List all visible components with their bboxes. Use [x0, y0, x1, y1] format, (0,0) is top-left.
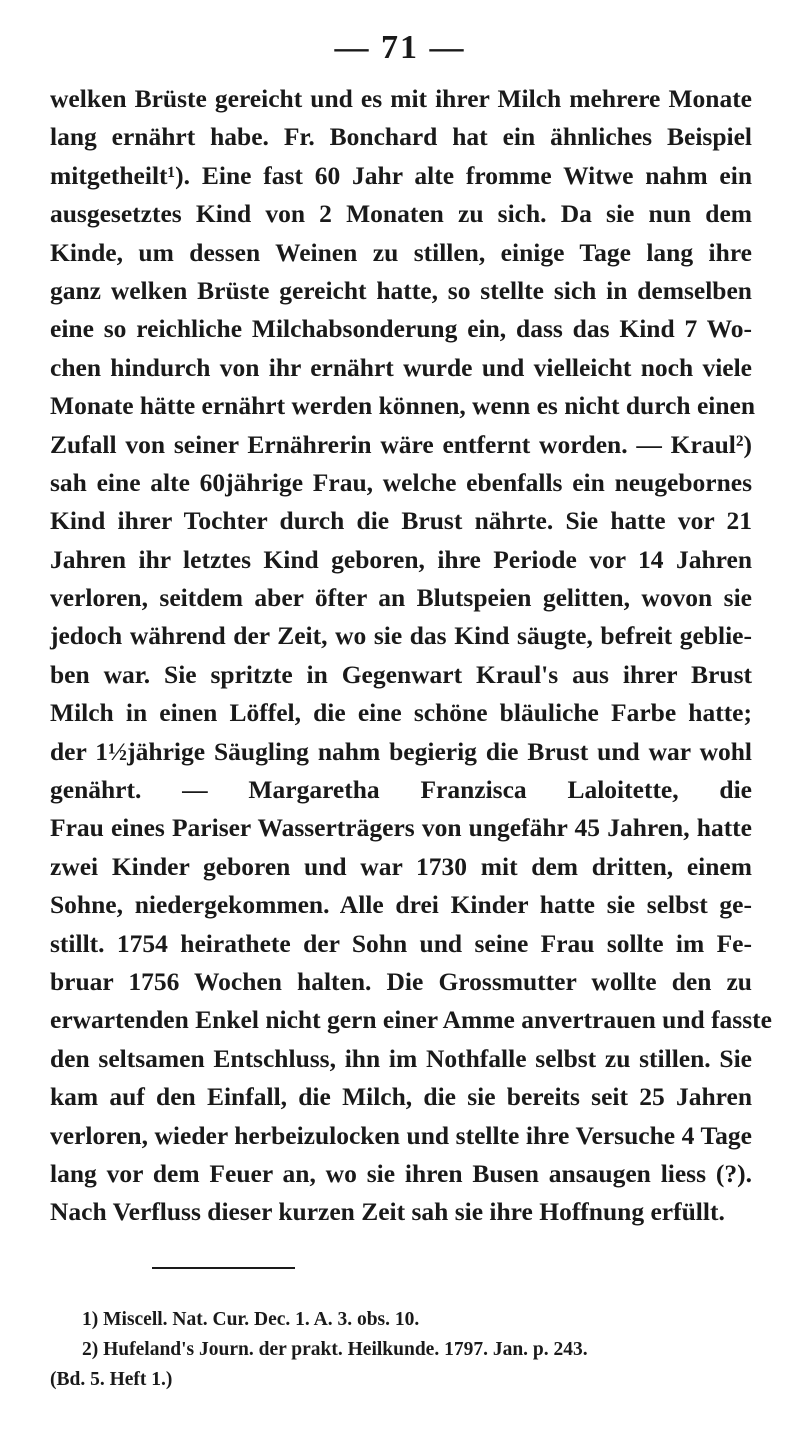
text-line: den seltsamen Entschluss, ihn im Nothfalle selbst zu stillen. Sie	[50, 1043, 752, 1073]
text-line: Sohne, niedergekommen. Alle drei Kinder hatte sie selbst ge-	[50, 890, 752, 920]
text-line: Milch in einen Löffel, die eine schöne bläuliche Farbe hatte;	[50, 698, 752, 728]
text-line: Nach Verfluss dieser kurzen Zeit sah sie ihre Hoffnung erfüllt.	[50, 1197, 725, 1227]
footnote-separator	[152, 1267, 295, 1269]
text-line: Monate hätte ernährt werden können, wenn es nicht durch einen	[50, 391, 756, 421]
text-line: Jahren ihr letztes Kind geboren, ihre Periode vor 14 Jahren	[50, 544, 752, 574]
text-line: zwei Kinder geboren und war 1730 mit dem dritten, einem	[50, 851, 752, 881]
text-line: jedoch während der Zeit, wo sie das Kind säugte, befreit geblie-	[50, 621, 752, 651]
text-line: mitgetheilt¹). Eine fast 60 Jahr alte fromme Witwe nahm ein	[50, 160, 752, 190]
text-line: eine so reichliche Milchabsonderung ein, dass das Kind 7 Wo-	[50, 314, 752, 344]
text-line: ganz welken Brüste gereicht hatte, so stellte sich in demselben	[50, 275, 752, 305]
text-line: welken Brüste gereicht und es mit ihrer Milch mehrere Monate	[50, 84, 752, 113]
footnotes	[50, 1305, 752, 1395]
page-number: — 71 —	[334, 29, 466, 66]
text-line: ausgesetztes Kind von 2 Monaten zu sich. Da sie nun dem	[50, 199, 752, 229]
body-text	[50, 80, 772, 1232]
text-line: stillt. 1754 heirathete der Sohn und seine Frau sollte im Fe-	[50, 928, 752, 958]
text-line: chen hindurch von ihr ernährt wurde und vielleicht noch viele	[50, 352, 752, 382]
text-line: kam auf den Einfall, die Milch, die sie bereits seit 25 Jahren	[50, 1082, 752, 1112]
footnote-2: 2) Hufeland's Journ. der prakt. Heilkunde. 1797. Jan. p. 243.	[82, 1339, 588, 1360]
footnote-1: 1) Miscell. Nat. Cur. Dec. 1. A. 3. obs. 10.	[82, 1309, 420, 1330]
text-line: Frau eines Pariser Wasserträgers von ungefähr 45 Jahren, hatte	[50, 813, 752, 843]
text-line: der 1½jährige Säugling nahm begierig die Brust und war wohl	[50, 736, 752, 766]
text-line: lang ernährt habe. Fr. Bonchard hat ein ähnliches Beispiel	[50, 122, 752, 152]
text-line: verloren, wieder herbeizulocken und stellte ihre Versuche 4 Tage	[50, 1120, 752, 1150]
text-line: Kinde, um dessen Weinen zu stillen, einige Tage lang ihre	[50, 237, 752, 267]
text-line: sah eine alte 60jährige Frau, welche ebenfalls ein neugebornes	[50, 467, 752, 497]
text-line: Zufall von seiner Ernährerin wäre entfernt worden. — Kraul²)	[50, 429, 752, 459]
text-line: Kind ihrer Tochter durch die Brust nährte. Sie hatte vor 21	[50, 506, 752, 536]
text-line: ben war. Sie spritzte in Gegenwart Kraul's aus ihrer Brust	[50, 659, 752, 689]
footnote-2-continuation: (Bd. 5. Heft 1.)	[50, 1369, 173, 1390]
text-line: verloren, seitdem aber öfter an Blutspeien gelitten, wovon sie	[50, 583, 752, 613]
text-line: lang vor dem Feuer an, wo sie ihren Busen ansaugen liess (?).	[50, 1158, 752, 1188]
text-line: erwartenden Enkel nicht gern einer Amme anvertrauen und fasste	[50, 1005, 772, 1035]
text-line: bruar 1756 Wochen halten. Die Grossmutter wollte den zu	[50, 966, 752, 996]
text-line: genährt. — Margaretha Franzisca Laloitette, die	[50, 775, 752, 805]
